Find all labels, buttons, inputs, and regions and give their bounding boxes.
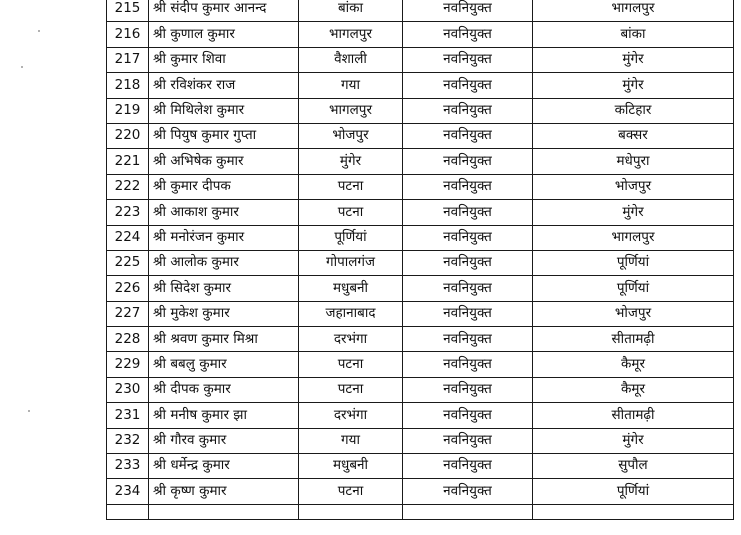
table-row: [107, 149, 734, 174]
status-cell: नवनियुक्त: [403, 47, 533, 72]
table-row: [107, 225, 734, 250]
serial-number-cell: 225: [107, 250, 149, 275]
status-cell: नवनियुक्त: [403, 454, 533, 479]
home-district-cell: पूर्णियां: [299, 225, 403, 250]
officer-name-cell: श्री मिथिलेश कुमार: [149, 98, 299, 123]
posted-district-cell: भागलपुर: [533, 225, 734, 250]
officer-name-cell: श्री धर्मेन्द्र कुमार: [149, 454, 299, 479]
status-cell: नवनियुक्त: [403, 352, 533, 377]
posted-district-cell: सुपौल: [533, 454, 734, 479]
officer-name-cell: श्री कुमार शिवा: [149, 47, 299, 72]
table-row: [107, 352, 734, 377]
officer-name-cell: श्री गौरव कुमार: [149, 428, 299, 453]
home-district-cell: भागलपुर: [299, 98, 403, 123]
table-row: [107, 301, 734, 326]
table-row: [107, 479, 734, 504]
serial-number-cell: 231: [107, 403, 149, 428]
home-district-cell: भोजपुर: [299, 123, 403, 148]
status-cell: नवनियुक्त: [403, 276, 533, 301]
officer-name-cell: श्री कुणाल कुमार: [149, 22, 299, 47]
posting-table-body: [107, 0, 734, 519]
serial-number-cell: 217: [107, 47, 149, 72]
home-district-cell: मुंगेर: [299, 149, 403, 174]
table-row: [107, 276, 734, 301]
serial-number-cell: 221: [107, 149, 149, 174]
posted-district-cell: भागलपुर: [533, 0, 734, 22]
officer-name-cell: श्री मनोरंजन कुमार: [149, 225, 299, 250]
home-district-cell: मधुबनी: [299, 276, 403, 301]
officer-name-cell: श्री रविशंकर राज: [149, 73, 299, 98]
officer-name-cell: श्री दीपक कुमार: [149, 377, 299, 402]
table-row: [107, 123, 734, 148]
serial-number-cell: 227: [107, 301, 149, 326]
posted-district-cell: पूर्णियां: [533, 250, 734, 275]
status-cell: नवनियुक्त: [403, 123, 533, 148]
posted-district-cell: कटिहार: [533, 98, 734, 123]
table-row: [107, 327, 734, 352]
serial-number-cell: 218: [107, 73, 149, 98]
serial-number-cell: 228: [107, 327, 149, 352]
home-district-cell: बांका: [299, 0, 403, 22]
officer-name-cell: श्री कुमार दीपक: [149, 174, 299, 199]
table-row: [107, 250, 734, 275]
posted-district-cell: कैमूर: [533, 377, 734, 402]
serial-number-cell: 215: [107, 0, 149, 22]
home-district-cell: जहानाबाद: [299, 301, 403, 326]
empty-cell: [107, 504, 149, 519]
table-row: [107, 200, 734, 225]
home-district-cell: दरभंगा: [299, 327, 403, 352]
home-district-cell: मधुबनी: [299, 454, 403, 479]
home-district-cell: दरभंगा: [299, 403, 403, 428]
status-cell: नवनियुक्त: [403, 377, 533, 402]
scan-speck: [21, 66, 23, 68]
posted-district-cell: सीतामढ़ी: [533, 403, 734, 428]
table-row: [107, 0, 734, 22]
table-row: [107, 403, 734, 428]
home-district-cell: वैशाली: [299, 47, 403, 72]
status-cell: नवनियुक्त: [403, 403, 533, 428]
status-cell: नवनियुक्त: [403, 73, 533, 98]
status-cell: नवनियुक्त: [403, 98, 533, 123]
officer-name-cell: श्री पियुष कुमार गुप्ता: [149, 123, 299, 148]
empty-cell: [533, 504, 734, 519]
empty-cell: [403, 504, 533, 519]
home-district-cell: गया: [299, 428, 403, 453]
status-cell: नवनियुक्त: [403, 479, 533, 504]
serial-number-cell: 230: [107, 377, 149, 402]
officer-name-cell: श्री आकाश कुमार: [149, 200, 299, 225]
empty-cell: [299, 504, 403, 519]
home-district-cell: पटना: [299, 174, 403, 199]
scan-speck: [28, 410, 30, 412]
home-district-cell: गया: [299, 73, 403, 98]
serial-number-cell: 234: [107, 479, 149, 504]
status-cell: नवनियुक्त: [403, 225, 533, 250]
serial-number-cell: 224: [107, 225, 149, 250]
officer-name-cell: श्री कृष्ण कुमार: [149, 479, 299, 504]
home-district-cell: गोपालगंज: [299, 250, 403, 275]
posting-table: [106, 0, 734, 520]
posted-district-cell: मुंगेर: [533, 73, 734, 98]
serial-number-cell: 223: [107, 200, 149, 225]
status-cell: नवनियुक्त: [403, 250, 533, 275]
home-district-cell: भागलपुर: [299, 22, 403, 47]
posted-district-cell: मधेपुरा: [533, 149, 734, 174]
posted-district-cell: कैमूर: [533, 352, 734, 377]
posted-district-cell: मुंगेर: [533, 200, 734, 225]
home-district-cell: पटना: [299, 200, 403, 225]
status-cell: नवनियुक्त: [403, 428, 533, 453]
home-district-cell: पटना: [299, 479, 403, 504]
scan-speck: [38, 30, 40, 32]
status-cell: नवनियुक्त: [403, 301, 533, 326]
serial-number-cell: 226: [107, 276, 149, 301]
posted-district-cell: बक्सर: [533, 123, 734, 148]
table-row: [107, 73, 734, 98]
table-row: [107, 428, 734, 453]
serial-number-cell: 222: [107, 174, 149, 199]
officer-name-cell: श्री अभिषेक कुमार: [149, 149, 299, 174]
status-cell: नवनियुक्त: [403, 200, 533, 225]
home-district-cell: पटना: [299, 377, 403, 402]
posted-district-cell: पूर्णियां: [533, 276, 734, 301]
table-row: [107, 47, 734, 72]
home-district-cell: पटना: [299, 352, 403, 377]
serial-number-cell: 219: [107, 98, 149, 123]
officer-name-cell: श्री सिदेश कुमार: [149, 276, 299, 301]
officer-name-cell: श्री संदीप कुमार आनन्द: [149, 0, 299, 22]
status-cell: नवनियुक्त: [403, 174, 533, 199]
officer-name-cell: श्री श्रवण कुमार मिश्रा: [149, 327, 299, 352]
table-row: [107, 22, 734, 47]
officer-name-cell: श्री आलोक कुमार: [149, 250, 299, 275]
serial-number-cell: 220: [107, 123, 149, 148]
table-row: [107, 174, 734, 199]
officer-name-cell: श्री बबलु कुमार: [149, 352, 299, 377]
serial-number-cell: 233: [107, 454, 149, 479]
posted-district-cell: बांका: [533, 22, 734, 47]
officer-name-cell: श्री मुकेश कुमार: [149, 301, 299, 326]
status-cell: नवनियुक्त: [403, 22, 533, 47]
posted-district-cell: भोजपुर: [533, 174, 734, 199]
posted-district-cell: पूर्णियां: [533, 479, 734, 504]
posted-district-cell: भोजपुर: [533, 301, 734, 326]
serial-number-cell: 232: [107, 428, 149, 453]
status-cell: नवनियुक्त: [403, 0, 533, 22]
table-row: [107, 454, 734, 479]
table-row: [107, 98, 734, 123]
serial-number-cell: 216: [107, 22, 149, 47]
table-row-cut-off: [107, 504, 734, 519]
status-cell: नवनियुक्त: [403, 327, 533, 352]
serial-number-cell: 229: [107, 352, 149, 377]
empty-cell: [149, 504, 299, 519]
officer-name-cell: श्री मनीष कुमार झा: [149, 403, 299, 428]
posted-district-cell: सीतामढ़ी: [533, 327, 734, 352]
status-cell: नवनियुक्त: [403, 149, 533, 174]
posted-district-cell: मुंगेर: [533, 428, 734, 453]
posted-district-cell: मुंगेर: [533, 47, 734, 72]
table-row: [107, 377, 734, 402]
